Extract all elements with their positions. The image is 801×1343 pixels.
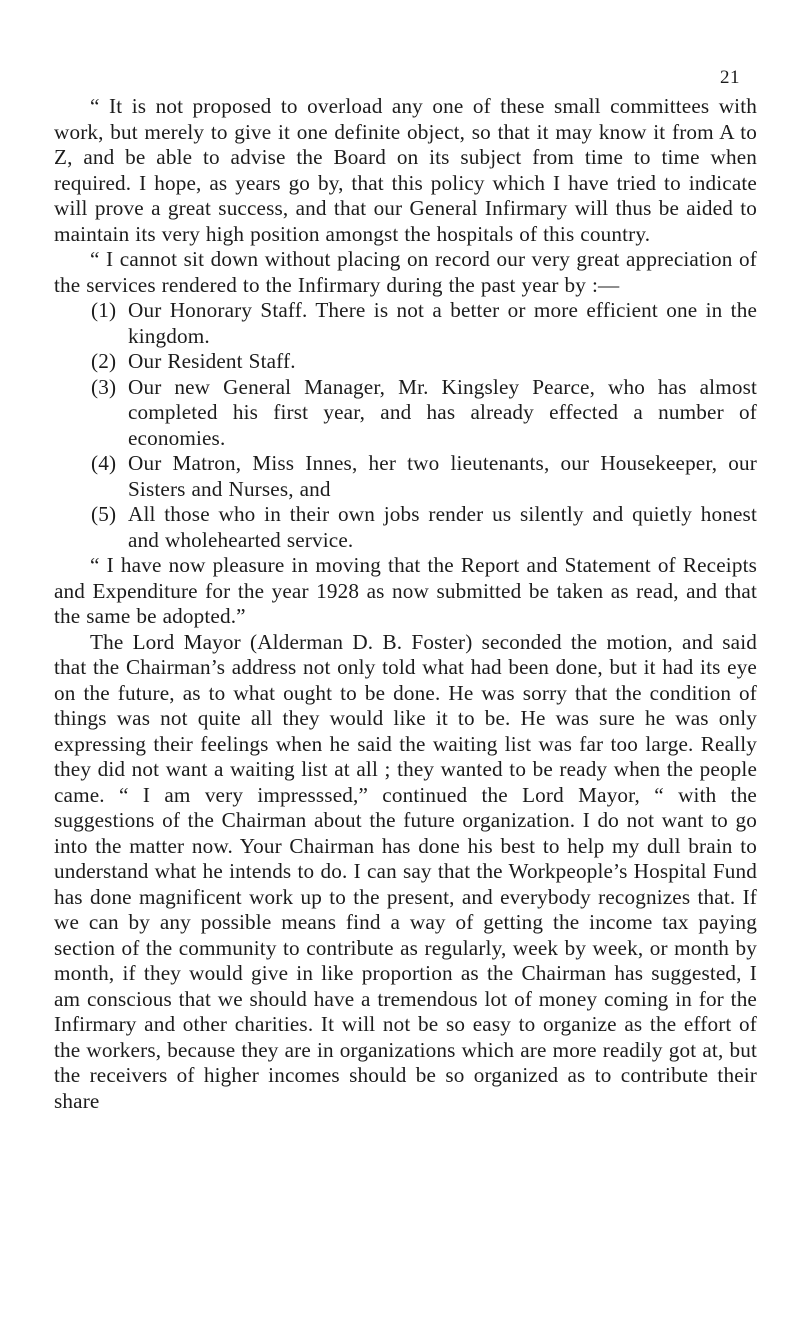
list-item (54, 502, 757, 553)
paragraph-motion: “ I have now pleasure in moving that the Report and Statement of Receipts and Expenditure for the year 1928 as now submitted be taken as read, and that the same be adopted.” (54, 553, 757, 628)
list-item-text: Our Resident Staff. (128, 349, 296, 373)
page-number: 21 (720, 67, 740, 88)
list-item-number: (5) (91, 502, 117, 526)
paragraph-committees: “ It is not proposed to overload any one of these small committees with work, but merely to give it one definite object, so that it may know it from A to Z, and be able to advise the Board on its subject from time to time when required. I hope, as years go by, that this policy which I have tried to indicate will prove a great success, and that our General Infirmary will thus be aided to maintain its very high position amongst the hospitals of this country. (54, 94, 757, 246)
list-item-text: Our new General Manager, Mr. Kingsley Pearce, who has almost completed his first year, and has already effected a number of economies. (128, 374, 757, 450)
list-item (54, 451, 757, 502)
list-item-number: (1) (91, 298, 117, 322)
paragraph-appreciation: “ I cannot sit down without placing on record our very great appreciation of the services rendered to the Infirmary during the past year by :— (54, 247, 757, 297)
list-item-text: Our Matron, Miss Innes, her two lieutenants, our Housekeeper, our Sisters and Nurses, and (128, 451, 757, 501)
appreciation-list (54, 298, 757, 553)
list-item (54, 375, 757, 452)
list-item-number: (3) (91, 374, 117, 399)
list-item (54, 298, 757, 349)
list-item-text: All those who in their own jobs render us silently and quietly honest and wholehearted service. (128, 502, 757, 552)
list-item-text: Our Honorary Staff. There is not a better or more efficient one in the kingdom. (128, 298, 757, 348)
list-item-number: (2) (91, 349, 117, 373)
paragraph-lord-mayor: The Lord Mayor (Alderman D. B. Foster) seconded the motion, and said that the Chairman’s address not only told what had been done, but it had its eye on the future, as to what ought to be done. He was sorry that the condition of things was not quite all they would like it to be. He was sure he was only expressing their feelings when he said the waiting list was far too large. Really they did not want a waiting list at all ; they wanted to be ready when the people came. “ I am very impresssed,” continued the Lord Mayor, “ with the suggestions of the Chairman about the future organization. I do not want to go into the matter now. Your Chairman has done his best to help my dull brain to understand what he intends to do. I can say that the Workpeople’s Hospital Fund has done magnificent work up to the present, and everybody recognizes that. If we can by any possible means find a way of getting the income tax paying section of the community to contribute as regularly, week by week, or month by month, if they would give in like proportion as the Chairman has suggested, I am conscious that we should have a tremendous lot of money coming in for the Infirmary and other charities. It will not be so easy to organize as the effort of the workers, because they are in organizations which are more readily got at, but the receivers of higher incomes should be so organized as to contribute their share (54, 629, 757, 1113)
list-item (54, 349, 757, 375)
body-text (54, 94, 757, 1114)
list-item-number: (4) (91, 451, 117, 475)
